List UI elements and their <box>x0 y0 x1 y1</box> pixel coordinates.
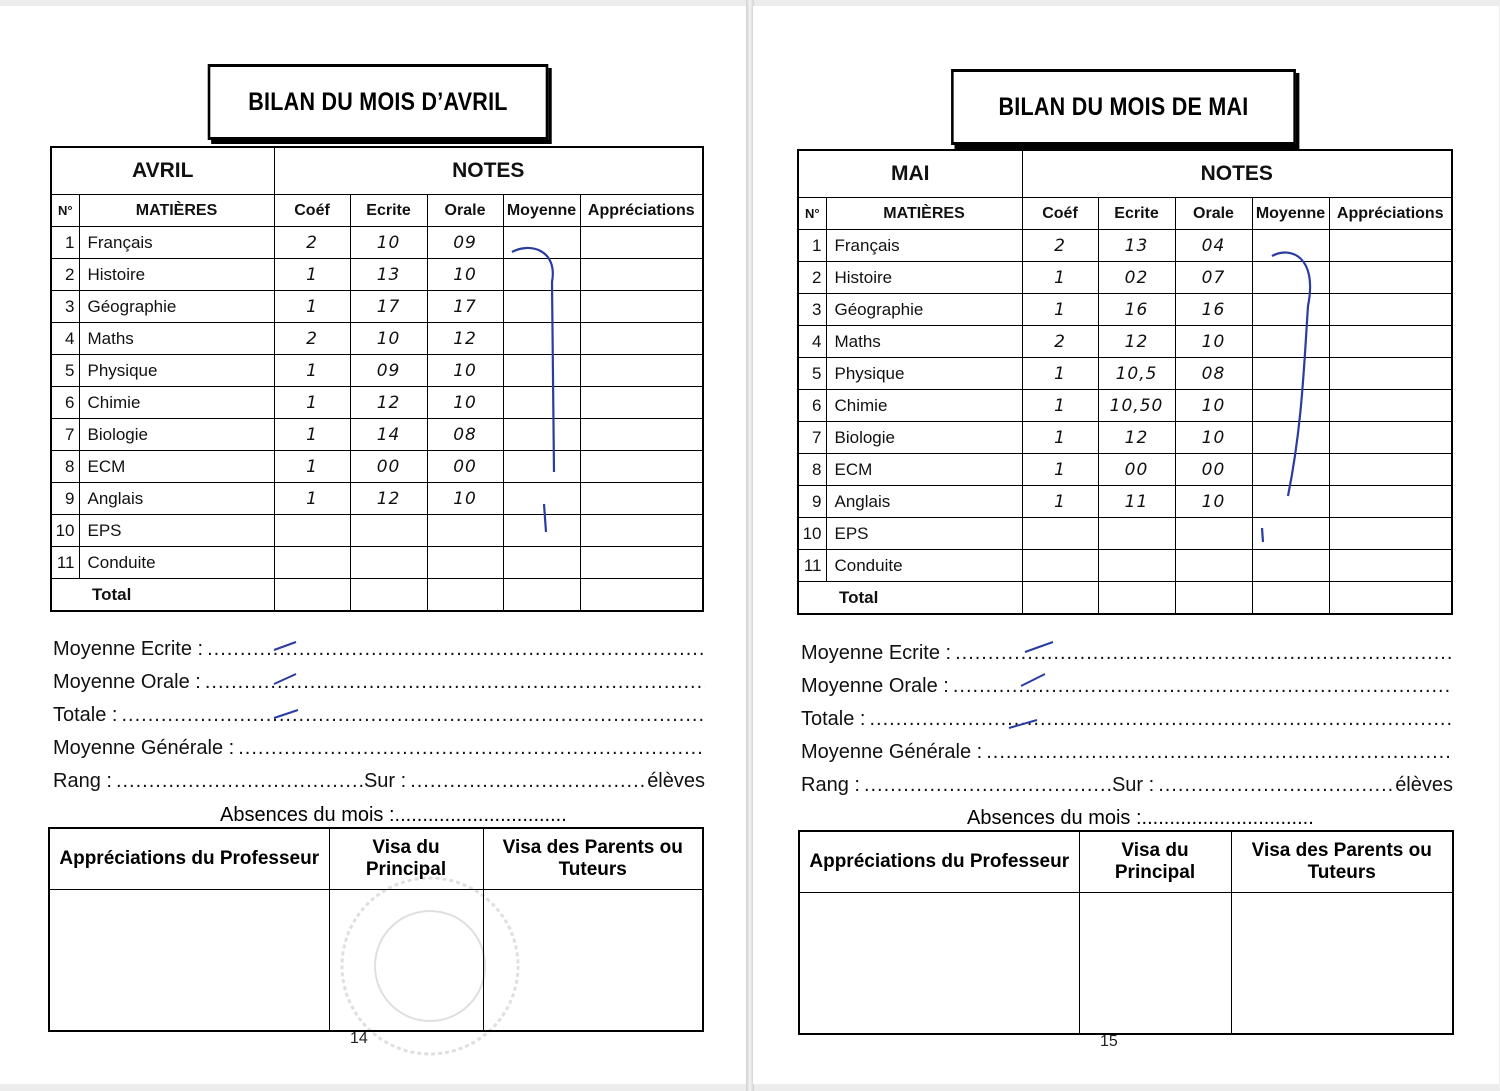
appreciation-cell <box>1329 390 1452 422</box>
orale-grade: 10 <box>427 483 503 515</box>
row-number: 2 <box>51 259 79 291</box>
subject-name: Histoire <box>79 259 274 291</box>
moyenne-cell <box>503 547 580 579</box>
row-number: 7 <box>798 422 826 454</box>
appreciation-cell <box>1329 294 1452 326</box>
title-text: BILAN DU MOIS D’AVRIL <box>248 87 508 116</box>
summary-lines <box>53 633 705 798</box>
subject-row <box>798 326 1452 358</box>
subject-row <box>51 515 703 547</box>
moyenne-generale-label: Moyenne Générale : <box>53 737 235 759</box>
appreciation-cell <box>580 483 703 515</box>
rang-label: Rang : <box>801 774 860 796</box>
subject-name: EPS <box>826 518 1022 550</box>
visa-table <box>798 830 1454 1035</box>
row-number: 9 <box>51 483 79 515</box>
subject-name: Chimie <box>826 390 1022 422</box>
orale-grade: 10 <box>1175 390 1252 422</box>
appreciation-cell <box>580 323 703 355</box>
subject-name: Biologie <box>826 422 1022 454</box>
subject-name: Conduite <box>79 547 274 579</box>
subject-name: Physique <box>826 358 1022 390</box>
subject-name: Anglais <box>826 486 1022 518</box>
column-header: Orale <box>427 195 503 227</box>
title-text: BILAN DU MOIS DE MAI <box>998 92 1249 121</box>
orale-grade: 00 <box>1175 454 1252 486</box>
moyenne-generale-label: Moyenne Générale : <box>801 741 983 763</box>
ecrite-grade: 13 <box>1098 230 1175 262</box>
orale-grade: 10 <box>1175 326 1252 358</box>
moyenne-orale-label: Moyenne Orale : <box>53 671 201 693</box>
appreciation-cell <box>580 227 703 259</box>
column-header: Moyenne <box>1252 198 1329 230</box>
page-number: 14 <box>350 1030 368 1047</box>
subject-row <box>798 518 1452 550</box>
orale-grade: 12 <box>427 323 503 355</box>
subject-row <box>798 262 1452 294</box>
appreciation-cell <box>1329 422 1452 454</box>
ecrite-grade: 14 <box>350 419 427 451</box>
coef-value: 2 <box>1022 326 1098 358</box>
appreciation-cell <box>580 515 703 547</box>
visa-parents-header: Visa des Parents ou Tuteurs <box>1231 831 1453 893</box>
moyenne-ecrite-label: Moyenne Ecrite : <box>53 638 204 660</box>
orale-grade: 10 <box>427 355 503 387</box>
orale-grade: 10 <box>1175 422 1252 454</box>
subject-row <box>51 291 703 323</box>
subject-name: Maths <box>826 326 1022 358</box>
eleves-label: élèves <box>1395 774 1453 796</box>
grades-table <box>50 146 704 612</box>
row-number: 6 <box>798 390 826 422</box>
subject-name: EPS <box>79 515 274 547</box>
ecrite-grade <box>1098 550 1175 582</box>
ecrite-grade: 10,5 <box>1098 358 1175 390</box>
orale-grade: 16 <box>1175 294 1252 326</box>
moyenne-orale-line <box>801 670 1453 703</box>
subject-name: Anglais <box>79 483 274 515</box>
row-number: 3 <box>798 294 826 326</box>
visa-table <box>48 827 704 1032</box>
subject-name: Français <box>79 227 274 259</box>
totale-label: Totale : <box>53 704 118 726</box>
month-header: AVRIL <box>51 147 274 195</box>
subject-row <box>51 483 703 515</box>
subject-row <box>51 451 703 483</box>
visa-principal-header: Visa du Principal <box>1079 831 1231 893</box>
orale-grade: 07 <box>1175 262 1252 294</box>
absences-line: Absences du mois :............................... <box>967 807 1314 829</box>
ecrite-grade: 09 <box>350 355 427 387</box>
appreciation-cell <box>580 387 703 419</box>
orale-grade: 10 <box>427 259 503 291</box>
coef-value: 1 <box>1022 262 1098 294</box>
appreciation-cell <box>1329 262 1452 294</box>
checkmarks <box>270 638 310 728</box>
coef-value: 1 <box>274 419 350 451</box>
coef-value: 1 <box>274 291 350 323</box>
row-number: 1 <box>798 230 826 262</box>
subject-name: Conduite <box>826 550 1022 582</box>
subject-name: Géographie <box>826 294 1022 326</box>
ecrite-grade: 12 <box>350 483 427 515</box>
ecrite-grade <box>350 547 427 579</box>
row-number: 7 <box>51 419 79 451</box>
moyenne-ecrite-line <box>801 637 1453 670</box>
visa-professeur-header: Appréciations du Professeur <box>799 831 1079 893</box>
row-number: 3 <box>51 291 79 323</box>
subject-name: Chimie <box>79 387 274 419</box>
moyenne-generale-line <box>801 736 1453 769</box>
column-header: MATIÈRES <box>826 198 1022 230</box>
visa-parents-cell <box>483 890 703 1032</box>
subject-name: ECM <box>79 451 274 483</box>
column-header: N° <box>51 195 79 227</box>
column-header: Orale <box>1175 198 1252 230</box>
visa-parents-cell <box>1231 893 1453 1035</box>
appreciation-cell <box>1329 454 1452 486</box>
subject-row <box>798 294 1452 326</box>
appreciation-cell <box>1329 518 1452 550</box>
subject-row <box>798 486 1452 518</box>
column-header: Moyenne <box>503 195 580 227</box>
subject-name: ECM <box>826 454 1022 486</box>
appreciation-cell <box>1329 230 1452 262</box>
ecrite-grade: 12 <box>1098 326 1175 358</box>
subject-name: Histoire <box>826 262 1022 294</box>
column-header: Coéf <box>274 195 350 227</box>
page-april <box>0 6 749 1084</box>
coef-value: 1 <box>274 483 350 515</box>
coef-value: 1 <box>274 355 350 387</box>
total-label: Total <box>798 582 1022 615</box>
ecrite-grade: 10 <box>350 227 427 259</box>
coef-value: 1 <box>274 387 350 419</box>
sur-label: Sur : <box>363 770 407 792</box>
totale-line <box>53 699 705 732</box>
subject-row <box>798 422 1452 454</box>
coef-value: 1 <box>1022 358 1098 390</box>
orale-grade: 08 <box>1175 358 1252 390</box>
orale-grade <box>427 547 503 579</box>
appreciation-cell <box>1329 550 1452 582</box>
total-label: Total <box>51 579 274 612</box>
appreciation-cell <box>1329 358 1452 390</box>
row-number: 6 <box>51 387 79 419</box>
moyenne-orale-label: Moyenne Orale : <box>801 675 949 697</box>
subject-row <box>51 419 703 451</box>
subject-row <box>51 259 703 291</box>
sur-label: Sur : <box>1111 774 1155 796</box>
visa-principal-cell <box>1079 893 1231 1035</box>
orale-grade: 17 <box>427 291 503 323</box>
visa-professeur-cell <box>49 890 329 1032</box>
ecrite-grade: 11 <box>1098 486 1175 518</box>
coef-value: 1 <box>1022 454 1098 486</box>
row-number: 4 <box>798 326 826 358</box>
column-header: Ecrite <box>1098 198 1175 230</box>
subject-name: Géographie <box>79 291 274 323</box>
row-number: 4 <box>51 323 79 355</box>
row-number: 11 <box>798 550 826 582</box>
row-number: 10 <box>51 515 79 547</box>
column-header: MATIÈRES <box>79 195 274 227</box>
subject-row <box>798 358 1452 390</box>
rang-label: Rang : <box>53 770 112 792</box>
totale-label: Totale : <box>801 708 866 730</box>
row-number: 11 <box>51 547 79 579</box>
orale-grade: 10 <box>427 387 503 419</box>
absences-line: Absences du mois :............................... <box>220 804 567 826</box>
appreciation-cell <box>580 451 703 483</box>
ecrite-grade: 12 <box>350 387 427 419</box>
moyenne-ecrite-line <box>53 633 705 666</box>
ecrite-grade: 10,50 <box>1098 390 1175 422</box>
row-number: 1 <box>51 227 79 259</box>
row-number: 8 <box>798 454 826 486</box>
orale-grade: 10 <box>1175 486 1252 518</box>
column-header: Appréciations <box>1329 198 1452 230</box>
ecrite-grade <box>1098 518 1175 550</box>
orale-grade <box>1175 518 1252 550</box>
coef-value <box>274 547 350 579</box>
ecrite-grade: 00 <box>350 451 427 483</box>
subject-row <box>51 323 703 355</box>
subject-name: Français <box>826 230 1022 262</box>
appreciation-cell <box>580 259 703 291</box>
rang-line <box>801 769 1453 802</box>
coef-value: 2 <box>274 227 350 259</box>
checkmarks <box>1005 638 1055 738</box>
ecrite-grade: 10 <box>350 323 427 355</box>
appreciation-cell <box>1329 326 1452 358</box>
subject-name: Biologie <box>79 419 274 451</box>
appreciation-cell <box>580 419 703 451</box>
orale-grade: 08 <box>427 419 503 451</box>
orale-grade: 09 <box>427 227 503 259</box>
coef-value <box>274 515 350 547</box>
moyenne-ecrite-label: Moyenne Ecrite : <box>801 642 952 664</box>
notes-header: NOTES <box>274 147 703 195</box>
ecrite-grade <box>350 515 427 547</box>
column-header: N° <box>798 198 826 230</box>
moyenne-cell <box>1252 550 1329 582</box>
column-header: Appréciations <box>580 195 703 227</box>
moyenne-brace-mark <box>1258 246 1328 546</box>
visa-professeur-cell <box>799 893 1079 1035</box>
coef-value: 1 <box>1022 390 1098 422</box>
row-number: 10 <box>798 518 826 550</box>
ecrite-grade: 13 <box>350 259 427 291</box>
subject-row <box>51 355 703 387</box>
coef-value: 1 <box>1022 422 1098 454</box>
page-title <box>208 64 549 140</box>
subject-row <box>798 390 1452 422</box>
coef-value: 2 <box>1022 230 1098 262</box>
coef-value: 1 <box>1022 486 1098 518</box>
row-number: 9 <box>798 486 826 518</box>
coef-value <box>1022 518 1098 550</box>
moyenne-generale-line <box>53 732 705 765</box>
subject-row <box>51 547 703 579</box>
ecrite-grade: 17 <box>350 291 427 323</box>
eleves-label: élèves <box>647 770 705 792</box>
subject-row <box>798 230 1452 262</box>
rang-line <box>53 765 705 798</box>
subject-name: Maths <box>79 323 274 355</box>
visa-principal-cell <box>329 890 483 1032</box>
appreciation-cell <box>580 355 703 387</box>
page-title <box>951 69 1296 145</box>
row-number: 2 <box>798 262 826 294</box>
moyenne-orale-line <box>53 666 705 699</box>
visa-parents-header: Visa des Parents ou Tuteurs <box>483 828 703 890</box>
coef-value: 1 <box>1022 294 1098 326</box>
subject-row <box>798 454 1452 486</box>
moyenne-brace-mark <box>500 242 570 542</box>
page-number: 15 <box>1100 1033 1118 1050</box>
column-header: Ecrite <box>350 195 427 227</box>
column-header: Coéf <box>1022 198 1098 230</box>
visa-professeur-header: Appréciations du Professeur <box>49 828 329 890</box>
coef-value: 2 <box>274 323 350 355</box>
coef-value: 1 <box>274 451 350 483</box>
subject-row <box>51 227 703 259</box>
appreciation-cell <box>1329 486 1452 518</box>
ecrite-grade: 00 <box>1098 454 1175 486</box>
totale-line <box>801 703 1453 736</box>
ecrite-grade: 12 <box>1098 422 1175 454</box>
ecrite-grade: 16 <box>1098 294 1175 326</box>
appreciation-cell <box>580 547 703 579</box>
page-may <box>752 6 1499 1084</box>
subject-row <box>798 550 1452 582</box>
row-number: 5 <box>51 355 79 387</box>
ecrite-grade: 02 <box>1098 262 1175 294</box>
orale-grade: 00 <box>427 451 503 483</box>
visa-principal-header: Visa du Principal <box>329 828 483 890</box>
orale-grade: 04 <box>1175 230 1252 262</box>
coef-value <box>1022 550 1098 582</box>
orale-grade <box>1175 550 1252 582</box>
month-header: MAI <box>798 150 1022 198</box>
subject-name: Physique <box>79 355 274 387</box>
notes-header: NOTES <box>1022 150 1452 198</box>
row-number: 8 <box>51 451 79 483</box>
coef-value: 1 <box>274 259 350 291</box>
row-number: 5 <box>798 358 826 390</box>
appreciation-cell <box>580 291 703 323</box>
subject-row <box>51 387 703 419</box>
summary-lines <box>801 637 1453 802</box>
orale-grade <box>427 515 503 547</box>
grades-table <box>797 149 1453 615</box>
